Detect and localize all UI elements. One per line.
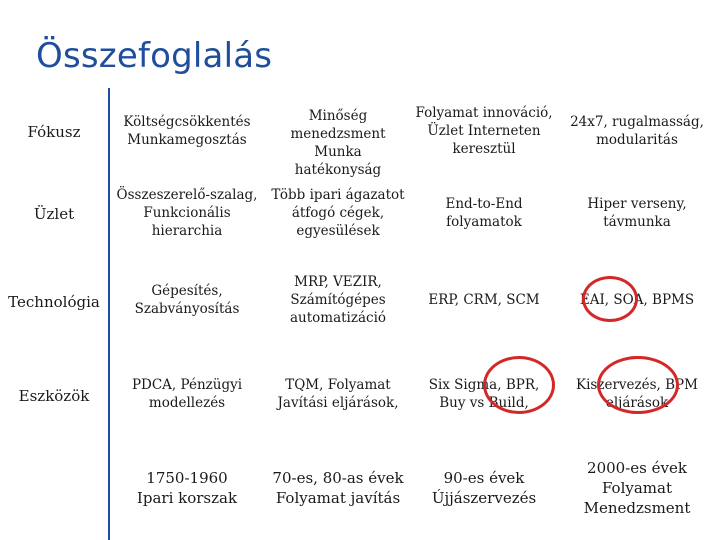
cell-uzlet-col3: End-to-End folyamatok [445, 196, 523, 230]
cell-fokusz-col3: Folyamat innováció, Üzlet Interneten keresztül [415, 105, 553, 157]
cell-uzlet-col4: Hiper verseny, távmunka [587, 196, 687, 230]
era-col2: 70-es, 80-as évek Folyamat javítás [272, 468, 404, 507]
cell-uzlet-col2: Több ipari ágazatot átfogó cégek, egyesülések [271, 187, 405, 239]
era-col4: 2000-es évek Folyamat Menedzsment [583, 458, 691, 518]
cell-fokusz-col2: Minőség menedzsment Munka hatékonyság [290, 108, 386, 178]
vertical-divider [108, 88, 110, 540]
highlight-circle-bpr [483, 356, 555, 414]
row-label-eszkozok: Eszközök [18, 387, 90, 405]
cell-eszkozok-col1: PDCA, Pénzügyi modellezés [131, 377, 243, 411]
row-label-fokusz: Fókusz [27, 123, 81, 141]
highlight-circle-bpm [597, 356, 679, 414]
row-label-technologia: Technológia [8, 293, 100, 311]
slide-title: Összefoglalás [36, 36, 273, 76]
cell-eszkozok-col2: TQM, Folyamat Javítási eljárások, [277, 377, 399, 411]
era-col1: 1750-1960 Ipari korszak [136, 468, 238, 507]
cell-technologia-col1: Gépesítés, Szabványosítás [134, 283, 240, 317]
cell-technologia-col4: EAI, SOA, BPMS [579, 292, 695, 309]
cell-technologia-col2: MRP, VEZIR, Számítógépes automatizáció [289, 274, 387, 326]
era-col3: 90-es évek Újjászervezés [431, 468, 537, 507]
highlight-circle-eai [582, 276, 638, 322]
cell-fokusz-col1: Költségcsökkentés Munkamegosztás [123, 114, 251, 148]
row-label-uzlet: Üzlet [33, 205, 75, 223]
cell-fokusz-col4: 24x7, rugalmasság, modularitás [570, 114, 704, 148]
cell-technologia-col3: ERP, CRM, SCM [428, 292, 540, 309]
cell-uzlet-col1: Összeszerelő-szalag, Funkcionális hierarchia [116, 187, 258, 239]
cell-eszkozok-col3: Six Sigma, BPR, Buy vs Build, [428, 377, 540, 411]
cell-eszkozok-col4: Kiszervezés, BPM eljárások [576, 377, 698, 411]
